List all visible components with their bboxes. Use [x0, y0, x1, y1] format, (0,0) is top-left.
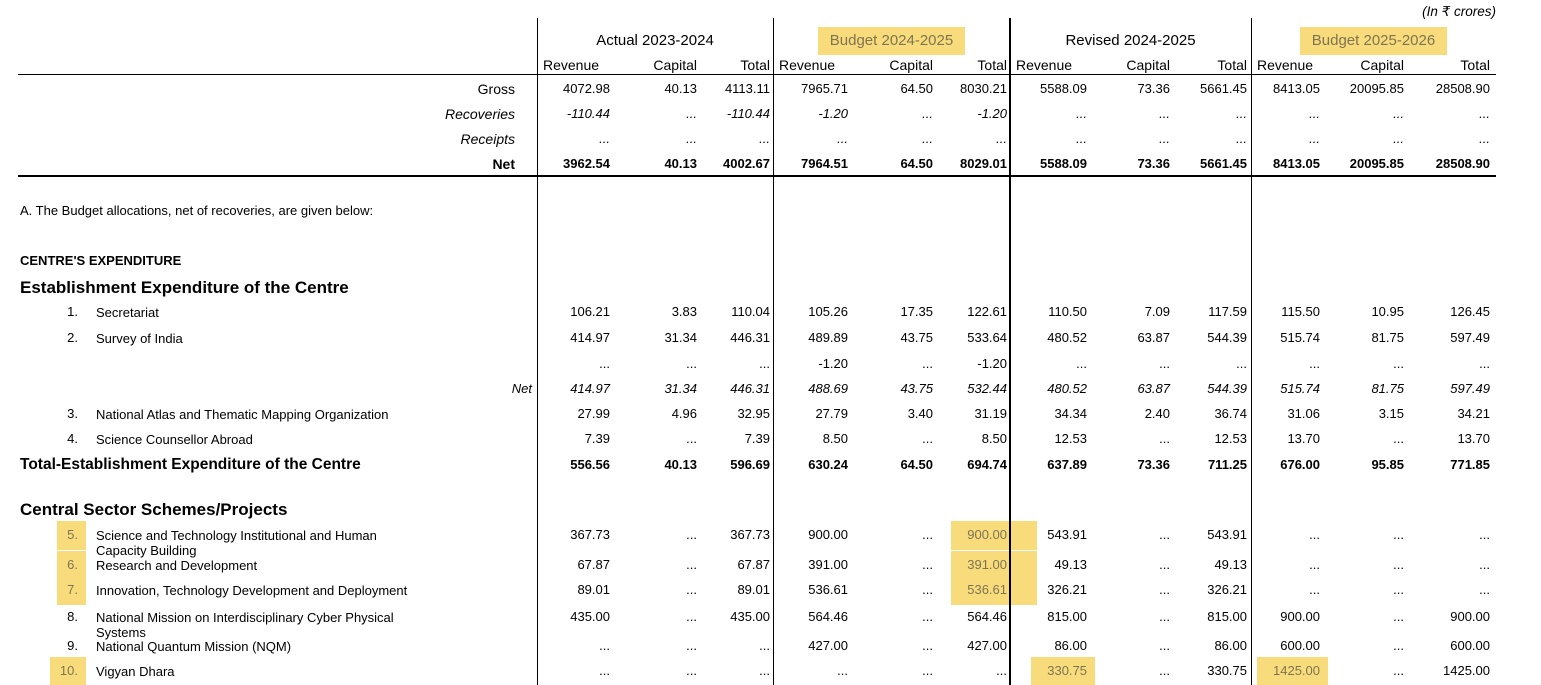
row-label [96, 355, 526, 357]
value-cell: ... [759, 663, 770, 678]
row-number: 2. [67, 330, 78, 345]
value-cell: ... [686, 582, 697, 597]
value-cell: ... [599, 663, 610, 678]
value-cell: -110.44 [726, 106, 770, 121]
value-cell: 771.85 [1450, 457, 1490, 472]
value-cell: 5661.45 [1200, 156, 1247, 171]
value-cell: ... [686, 663, 697, 678]
value-cell: ... [759, 638, 770, 653]
value-cell: ... [922, 609, 933, 624]
value-cell: 7965.71 [801, 81, 848, 96]
row-number: 9. [67, 638, 78, 653]
col-header-total: Total [1217, 57, 1247, 73]
value-cell: 8030.21 [960, 81, 1007, 96]
value-cell: ... [1236, 356, 1247, 371]
value-cell: 28508.90 [1435, 156, 1490, 171]
col-header-total: Total [977, 57, 1007, 73]
value-cell: 480.52 [1047, 330, 1087, 345]
row-number-highlight: 7. [57, 576, 86, 605]
value-cell: ... [1479, 527, 1490, 542]
value-cell: 13.70 [1287, 431, 1320, 446]
value-cell: 63.87 [1137, 381, 1170, 396]
row-label: Survey of India [96, 330, 183, 346]
value-cell: 489.89 [808, 330, 848, 345]
value-cell: 81.75 [1371, 381, 1404, 396]
row-label: Innovation, Technology Development and Deployment [96, 582, 408, 598]
row-number-highlight: 6. [57, 551, 86, 580]
table-row [0, 105, 1541, 123]
value-cell: ... [1479, 106, 1490, 121]
value-cell: 4072.98 [563, 81, 610, 96]
col-header-capital: Capital [1126, 57, 1170, 73]
table-row [0, 355, 1541, 373]
value-cell: ... [996, 131, 1007, 146]
value-cell: 110.50 [1048, 304, 1087, 319]
value-cell: 31.19 [974, 406, 1007, 421]
value-cell: ... [1479, 557, 1490, 572]
value-cell: ... [1393, 582, 1404, 597]
table-row [0, 456, 1541, 474]
value-cell: ... [1076, 131, 1087, 146]
row-label: Net [511, 381, 532, 396]
table-row [0, 155, 1541, 173]
value-cell: ... [686, 527, 697, 542]
table-row [0, 501, 1541, 519]
value-cell: 2.40 [1144, 406, 1170, 421]
value-cell: 34.21 [1457, 406, 1490, 421]
total-row-label: Total-Establishment Expenditure of the Centre [20, 456, 361, 473]
value-cell: 7.39 [744, 431, 770, 446]
value-cell: 3.83 [671, 304, 697, 319]
value-cell: 815.00 [1047, 609, 1087, 624]
value-cell: 900.00 [808, 527, 848, 542]
value-cell: 676.00 [1280, 457, 1320, 472]
value-cell: ... [1236, 131, 1247, 146]
value-cell: 8413.05 [1273, 156, 1320, 171]
row-label: Science and Technology Institutional and Human Capacity Building [96, 527, 377, 558]
value-cell: 564.46 [967, 609, 1007, 624]
value-cell: ... [996, 663, 1007, 678]
value-cell: ... [1393, 527, 1404, 542]
value-cell: ... [922, 582, 933, 597]
value-cell: 49.13 [1214, 557, 1247, 572]
value-cell: 81.75 [1371, 330, 1404, 345]
row-label: Secretariat [96, 304, 159, 320]
value-cell: ... [759, 131, 770, 146]
value-cell: 36.74 [1214, 406, 1247, 421]
row-label: Research and Development [96, 557, 258, 573]
value-cell: ... [1309, 131, 1320, 146]
section-heading: Establishment Expenditure of the Centre [20, 278, 349, 297]
value-cell: ... [1159, 131, 1170, 146]
value-cell: ... [1159, 638, 1170, 653]
table-row [0, 80, 1541, 98]
value-cell: 117.59 [1208, 304, 1247, 319]
value-cell: 7964.51 [801, 156, 848, 171]
header-rule [18, 74, 1496, 75]
column-divider [1251, 18, 1252, 685]
value-cell: 536.61 [808, 582, 848, 597]
value-cell: ... [686, 356, 697, 371]
value-cell: ... [686, 131, 697, 146]
year-group-label-highlighted: Budget 2024-2025 [818, 27, 965, 55]
value-cell: 43.75 [900, 330, 933, 345]
value-cell: 533.64 [967, 330, 1007, 345]
value-cell: 427.00 [808, 638, 848, 653]
value-cell: 63.87 [1137, 330, 1170, 345]
value-cell: 110.04 [731, 304, 770, 319]
value-cell: 67.87 [577, 557, 610, 572]
value-cell: 43.75 [900, 381, 933, 396]
value-cell: 89.01 [737, 582, 770, 597]
value-cell: ... [599, 638, 610, 653]
value-cell: 67.87 [737, 557, 770, 572]
value-cell: ... [1159, 431, 1170, 446]
table-row [0, 608, 1541, 640]
value-cell: 105.26 [808, 304, 848, 319]
value-cell: ... [1309, 557, 1320, 572]
value-cell: 543.91 [1047, 527, 1087, 542]
table-row [0, 252, 1541, 270]
value-cell: 5661.45 [1200, 81, 1247, 96]
value-cell: ... [1159, 582, 1170, 597]
row-label: Gross [477, 81, 515, 97]
value-cell: 64.50 [900, 156, 933, 171]
value-cell: 435.00 [730, 609, 770, 624]
value-cell: 86.00 [1214, 638, 1247, 653]
col-header-total: Total [740, 57, 770, 73]
value-cell: ... [1393, 663, 1404, 678]
value-cell: ... [1479, 131, 1490, 146]
value-cell: 326.21 [1047, 582, 1087, 597]
value-cell: 414.97 [570, 381, 610, 396]
value-cell: 532.44 [967, 381, 1007, 396]
value-cell: ... [599, 131, 610, 146]
value-cell: 31.06 [1287, 406, 1320, 421]
highlighted-value: 900.00 [951, 521, 1037, 550]
value-cell: 711.25 [1207, 457, 1247, 472]
value-cell: ... [1159, 356, 1170, 371]
value-cell: 544.39 [1207, 330, 1247, 345]
value-cell: ... [1393, 431, 1404, 446]
value-cell: 1425.00 [1443, 663, 1490, 678]
value-cell: 34.34 [1054, 406, 1087, 421]
value-cell: 49.13 [1054, 557, 1087, 572]
value-cell: 3.15 [1378, 406, 1404, 421]
value-cell: ... [837, 131, 848, 146]
row-label: Vigyan Dhara [96, 663, 175, 679]
value-cell: -1.20 [818, 106, 848, 121]
col-header-capital: Capital [653, 57, 697, 73]
value-cell: 3962.54 [563, 156, 610, 171]
value-cell: 8.50 [981, 431, 1007, 446]
value-cell: 8413.05 [1273, 81, 1320, 96]
value-cell: 4002.67 [723, 156, 770, 171]
value-cell: 414.97 [570, 330, 610, 345]
col-header-revenue: Revenue [1016, 57, 1073, 73]
value-cell: ... [1393, 638, 1404, 653]
col-header-revenue: Revenue [1257, 57, 1314, 73]
value-cell: ... [1393, 106, 1404, 121]
value-cell: ... [1159, 106, 1170, 121]
value-cell: ... [922, 131, 933, 146]
highlighted-value: 391.00 [951, 551, 1037, 580]
value-cell: 596.69 [730, 457, 770, 472]
year-group-title [1010, 29, 1251, 53]
value-cell: 4113.11 [724, 81, 770, 96]
value-cell: 40.13 [664, 156, 697, 171]
value-cell: ... [686, 431, 697, 446]
value-cell: 326.21 [1207, 582, 1247, 597]
value-cell: 367.73 [570, 527, 610, 542]
value-cell: ... [1159, 557, 1170, 572]
note-text: A. The Budget allocations, net of recoveries, are given below: [20, 203, 374, 218]
value-cell: 20095.85 [1349, 156, 1404, 171]
col-header-capital: Capital [1360, 57, 1404, 73]
row-number-highlight: 5. [57, 521, 86, 550]
col-header-total: Total [1460, 57, 1490, 73]
value-cell: -1.20 [818, 356, 848, 371]
value-cell: 8.50 [822, 431, 848, 446]
highlighted-value: 536.61 [951, 576, 1037, 605]
table-row [0, 130, 1541, 148]
table-row [0, 279, 1541, 297]
value-cell: ... [1309, 106, 1320, 121]
table-row [0, 430, 1541, 448]
table-row [0, 662, 1541, 680]
value-cell: 126.45 [1450, 304, 1490, 319]
value-cell: 330.75 [1207, 663, 1247, 678]
value-cell: ... [686, 638, 697, 653]
value-cell: 73.36 [1137, 81, 1170, 96]
table-row [0, 581, 1541, 599]
value-cell: ... [1309, 356, 1320, 371]
value-cell: ... [922, 557, 933, 572]
year-group-title [1251, 29, 1496, 53]
table-row [0, 202, 1541, 220]
year-group-label: Actual 2023-2024 [596, 32, 714, 49]
value-cell: 564.46 [808, 609, 848, 624]
value-cell: 31.34 [664, 381, 697, 396]
value-cell: ... [1159, 663, 1170, 678]
table-row [0, 637, 1541, 655]
value-cell: -110.44 [566, 106, 610, 121]
value-cell: 64.50 [900, 457, 933, 472]
value-cell: 10.95 [1371, 304, 1404, 319]
table-row [0, 405, 1541, 423]
value-cell: ... [1309, 527, 1320, 542]
value-cell: 27.79 [815, 406, 848, 421]
value-cell: 367.73 [730, 527, 770, 542]
year-group-label-highlighted: Budget 2025-2026 [1300, 27, 1447, 55]
value-cell: 435.00 [570, 609, 610, 624]
table-row [0, 556, 1541, 574]
value-cell: ... [686, 609, 697, 624]
net-rule [18, 175, 1496, 177]
row-label: National Quantum Mission (NQM) [96, 638, 292, 654]
value-cell: 95.85 [1371, 457, 1404, 472]
col-header-revenue: Revenue [543, 57, 600, 73]
row-number [48, 556, 78, 574]
value-cell: ... [1393, 557, 1404, 572]
value-cell: ... [1159, 609, 1170, 624]
value-cell: ... [1479, 582, 1490, 597]
section-heading: Central Sector Schemes/Projects [20, 500, 288, 519]
value-cell: ... [759, 356, 770, 371]
value-cell: ... [922, 638, 933, 653]
row-label: Receipts [460, 131, 515, 147]
value-cell: ... [686, 106, 697, 121]
value-cell: 106.21 [570, 304, 610, 319]
value-cell: 515.74 [1280, 381, 1320, 396]
value-cell: 543.91 [1207, 527, 1247, 542]
value-cell: 556.56 [570, 457, 610, 472]
row-label: Science Counsellor Abroad [96, 431, 253, 447]
value-cell: 12.53 [1054, 431, 1087, 446]
value-cell: ... [1309, 582, 1320, 597]
value-cell: 12.53 [1214, 431, 1247, 446]
row-label: Recoveries [444, 106, 515, 122]
row-label: National Atlas and Thematic Mapping Organization [96, 406, 389, 422]
value-cell: 86.00 [1054, 638, 1087, 653]
value-cell: 115.50 [1281, 304, 1320, 319]
value-cell: 20095.85 [1349, 81, 1404, 96]
value-cell: 630.24 [808, 457, 848, 472]
row-number-highlight: 10. [50, 657, 86, 685]
value-cell: 7.09 [1144, 304, 1170, 319]
section-heading: CENTRE'S EXPENDITURE [20, 253, 182, 268]
value-cell: 597.49 [1450, 330, 1490, 345]
value-cell: ... [922, 356, 933, 371]
value-cell: 597.49 [1450, 381, 1490, 396]
table-row [0, 329, 1541, 347]
value-cell: 815.00 [1207, 609, 1247, 624]
table-row [0, 526, 1541, 558]
year-group-title [537, 29, 773, 53]
column-divider [1009, 18, 1011, 685]
value-cell: 4.96 [671, 406, 697, 421]
value-cell: 488.69 [808, 381, 848, 396]
value-cell: 694.74 [967, 457, 1007, 472]
value-cell: 89.01 [577, 582, 610, 597]
value-cell: ... [1393, 131, 1404, 146]
value-cell: 900.00 [1280, 609, 1320, 624]
col-header-capital: Capital [889, 57, 933, 73]
value-cell: 427.00 [967, 638, 1007, 653]
year-group-label: Revised 2024-2025 [1065, 32, 1196, 49]
value-cell: 27.99 [577, 406, 610, 421]
unit-note: (In ₹ crores) [1422, 4, 1496, 19]
highlighted-value: 1425.00 [1257, 657, 1328, 685]
highlighted-value: 330.75 [1031, 657, 1095, 685]
value-cell: 73.36 [1137, 457, 1170, 472]
value-cell: ... [1076, 356, 1087, 371]
year-group-title [773, 29, 1010, 53]
value-cell: 122.61 [967, 304, 1007, 319]
value-cell: 17.35 [900, 304, 933, 319]
value-cell: 900.00 [1450, 609, 1490, 624]
table-row [0, 303, 1541, 321]
value-cell: 73.36 [1137, 156, 1170, 171]
row-number: 3. [67, 406, 78, 421]
value-cell: 40.13 [664, 457, 697, 472]
value-cell: ... [1393, 609, 1404, 624]
value-cell: -1.20 [977, 106, 1007, 121]
value-cell: 600.00 [1280, 638, 1320, 653]
value-cell: 515.74 [1280, 330, 1320, 345]
row-number: 4. [67, 431, 78, 446]
value-cell: 600.00 [1450, 638, 1490, 653]
value-cell: 5588.09 [1040, 81, 1087, 96]
value-cell: 446.31 [730, 330, 770, 345]
row-label: Net [492, 156, 515, 172]
value-cell: 64.50 [900, 81, 933, 96]
value-cell: ... [922, 663, 933, 678]
value-cell: ... [922, 106, 933, 121]
value-cell: 13.70 [1457, 431, 1490, 446]
value-cell: 3.40 [907, 406, 933, 421]
column-divider [773, 18, 774, 685]
value-cell: 31.34 [664, 330, 697, 345]
col-header-revenue: Revenue [779, 57, 836, 73]
value-cell: ... [599, 356, 610, 371]
row-number: 1. [67, 304, 78, 319]
value-cell: ... [922, 527, 933, 542]
row-number: 8. [67, 609, 78, 624]
value-cell: ... [1479, 356, 1490, 371]
value-cell: 480.52 [1047, 381, 1087, 396]
row-number [48, 526, 78, 544]
value-cell: 40.13 [664, 81, 697, 96]
value-cell: 32.95 [737, 406, 770, 421]
value-cell: 5588.09 [1040, 156, 1087, 171]
value-cell: 446.31 [730, 381, 770, 396]
value-cell: ... [1236, 106, 1247, 121]
column-divider [537, 18, 538, 685]
value-cell: 8029.01 [960, 156, 1007, 171]
value-cell: 7.39 [584, 431, 610, 446]
value-cell: ... [1159, 527, 1170, 542]
row-label: National Mission on Interdisciplinary Cyber Physical Systems [96, 609, 394, 640]
row-number [48, 662, 78, 680]
row-number [48, 581, 78, 599]
value-cell: ... [1393, 356, 1404, 371]
value-cell: 544.39 [1207, 381, 1247, 396]
value-cell: 28508.90 [1435, 81, 1490, 96]
value-cell: -1.20 [977, 356, 1007, 371]
value-cell: ... [922, 431, 933, 446]
value-cell: ... [686, 557, 697, 572]
value-cell: ... [1076, 106, 1087, 121]
value-cell: 637.89 [1047, 457, 1087, 472]
value-cell: 391.00 [808, 557, 848, 572]
value-cell: ... [837, 663, 848, 678]
table-row [0, 380, 1541, 398]
